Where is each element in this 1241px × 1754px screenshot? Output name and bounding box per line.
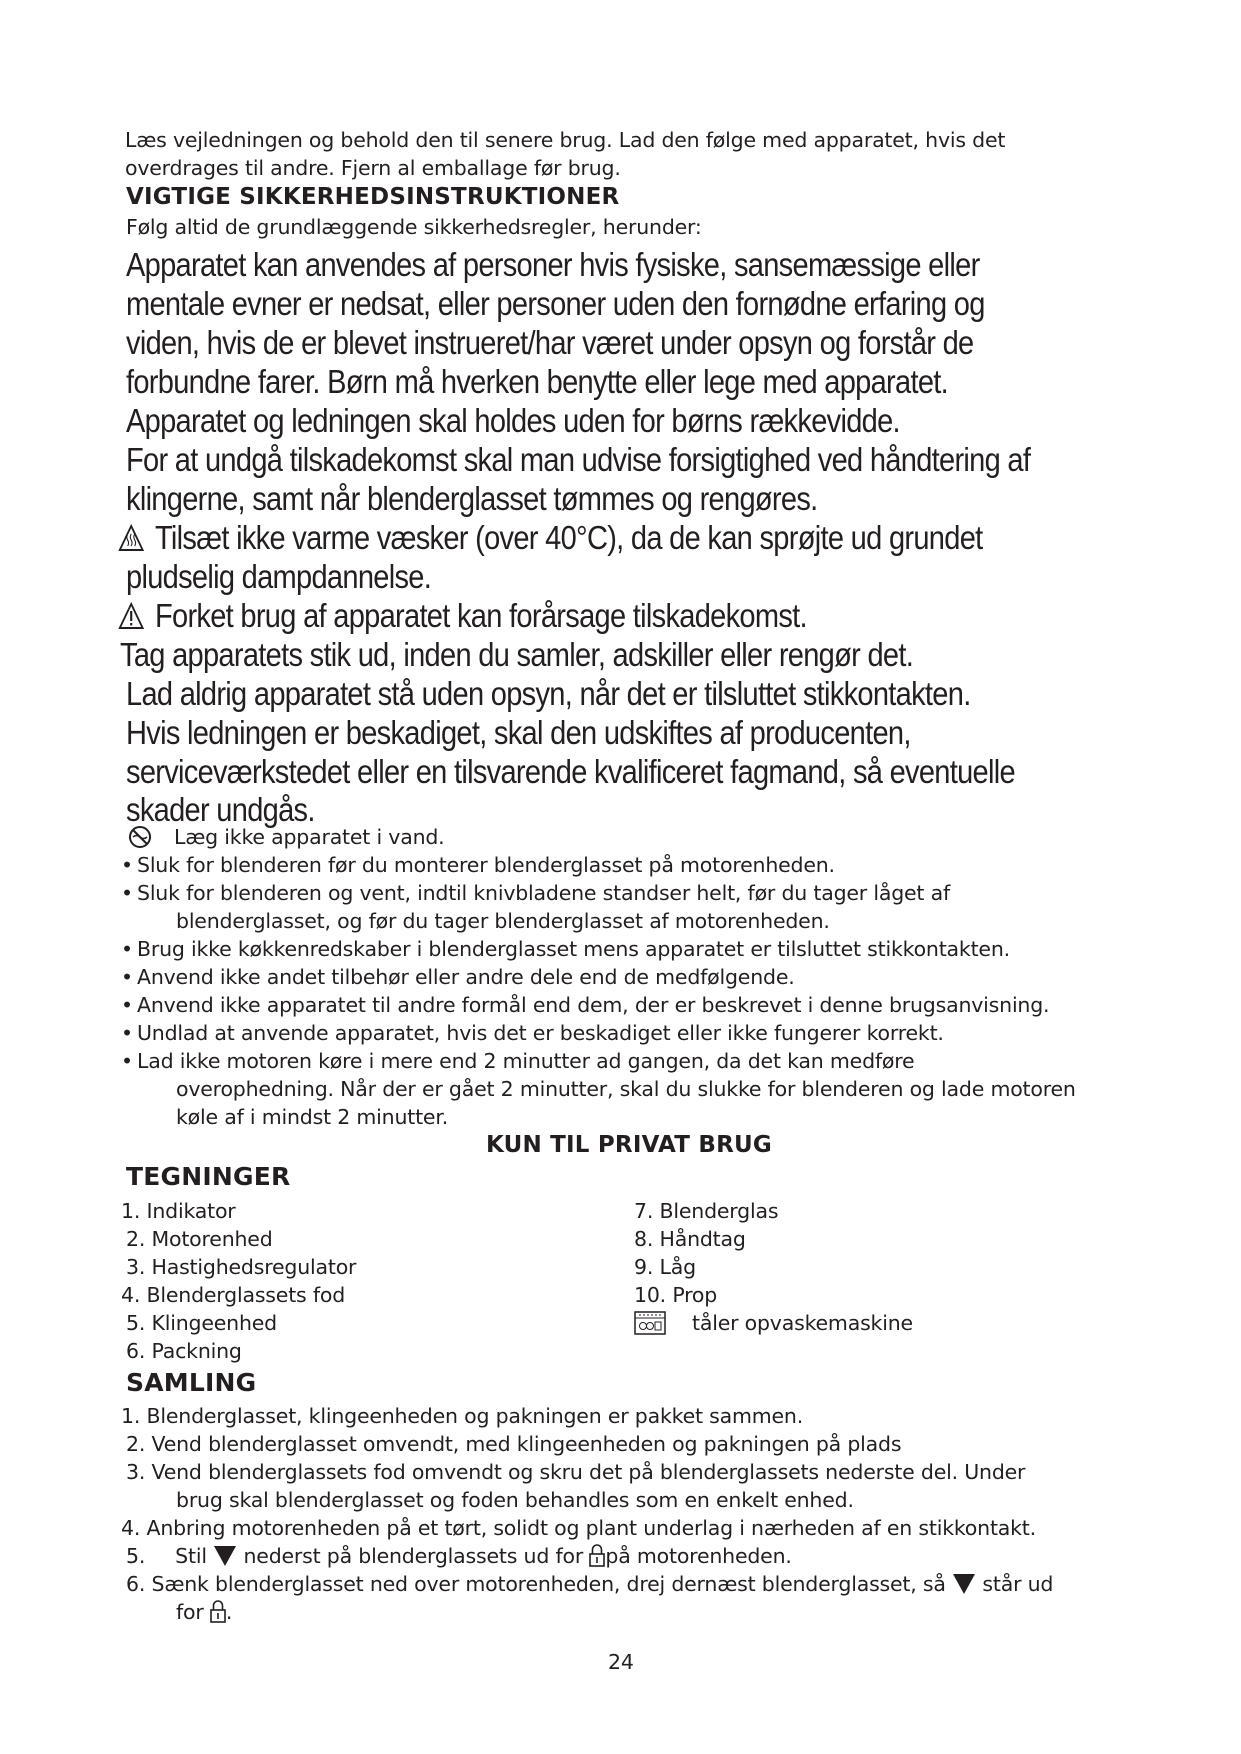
misuse-warning-text: Forket brug af apparatet kan forårsage tilskadekomst. [154,597,807,634]
assembly-step: 4. Anbring motorenheden på et tørt, solidt og plant underlag i nærheden af en stikkontakt. [121,1516,1036,1540]
dishwasher-text: tåler opvaskemaskine [692,1311,913,1335]
arrow-down-icon [952,1573,976,1602]
safety-heading: VIGTIGE SIKKERHEDSINSTRUKTIONER [126,184,620,210]
bullet-item: • Sluk for blenderen før du monterer blenderglasset på motorenheden. [121,853,835,877]
bullet-item: • Anvend ikke apparatet til andre formål end dem, der er beskrevet i denne brugsanvisning. [121,993,1050,1017]
intro-line-1: Læs vejledningen og behold den til senere brug. Lad den følge med apparatet, hvis det [125,128,1006,152]
part-item: 3. Hastighedsregulator [126,1255,357,1279]
big-line: For at undgå tilskadekomst skal man udvise forsigtighed ved håndtering af [126,441,1031,478]
lock-icon [210,1599,226,1630]
big-line: Apparatet kan anvendes af personer hvis fysiske, sansemæssige eller [126,246,980,283]
part-item: 10. Prop [634,1283,718,1307]
warning-triangle-icon [118,599,144,638]
big-line: serviceværkstedet eller en tilsvarende kvalificeret fagmand, så eventuelle [126,753,1015,790]
part-item: 4. Blenderglassets fod [121,1283,346,1307]
assembly-step-continuation: for . [176,1598,232,1630]
part-item: 8. Håndtag [634,1227,746,1251]
assembly-step: 3. Vend blenderglassets fod omvendt og skru det på blenderglassets nederste del. Under [126,1460,1026,1484]
assembly-step-continuation: brug skal blenderglasset og foden behandles som en enkelt enhed. [176,1488,854,1512]
part-item: 5. Klingeenhed [126,1311,277,1335]
part-item: 1. Indikator [121,1199,236,1223]
no-water-text: Læg ikke apparatet i vand. [174,825,445,849]
big-line: Tag apparatets stik ud, inden du samler, adskiller eller rengør det. [120,636,914,673]
big-line: viden, hvis de er blevet instrueret/har været under opsyn og forstår de [126,324,974,361]
bullet-item: • Anvend ikke andet tilbehør eller andre dele end de medfølgende. [121,965,795,989]
part-item: 6. Packning [126,1339,242,1363]
bullet-item: • Brug ikke køkkenredskaber i blenderglasset mens apparatet er tilsluttet stikkontakten. [121,937,1010,961]
bullet-item: • Lad ikke motoren køre i mere end 2 minutter ad gangen, da det kan medføre [121,1049,915,1073]
part-item: 7. Blenderglas [634,1199,779,1223]
bullet-continuation: blenderglasset, og før du tager blenderglasset af motorenheden. [176,909,830,933]
big-line: mentale evner er nedsat, eller personer uden den fornødne erfaring og [126,285,985,322]
big-line: Lad aldrig apparatet stå uden opsyn, når det er tilsluttet stikkontakten. [126,675,971,712]
big-line: forbundne farer. Børn må hverken benytte eller lege med apparatet. [126,363,949,400]
dishwasher-icon [634,1311,666,1342]
misuse-warning [118,596,807,638]
hot-warning-text: Tilsæt ikke varme væsker (over 40°C), da de kan sprøjte ud grundet [154,519,983,556]
bullet-continuation: overophedning. Når der er gået 2 minutter, skal du slukke for blenderen og lade motoren [176,1077,1076,1101]
bullet-item: • Undlad at anvende apparatet, hvis det er beskadiget eller ikke fungerer korrekt. [121,1021,944,1045]
bullet-item: • Sluk for blenderen og vent, indtil knivbladene standser helt, før du tager låget af [121,881,950,905]
big-line: skader undgås. [126,791,315,828]
big-line: klingerne, samt når blenderglasset tømmes og rengøres. [126,480,818,517]
part-item: 9. Låg [634,1255,696,1279]
assembly-step: 6. Sænk blenderglasset ned over motorenheden, drej dernæst blenderglasset, så står ud [126,1570,1053,1602]
assembly-step: 2. Vend blenderglasset omvendt, med klingeenheden og pakningen på plads [126,1432,902,1456]
private-use-heading: KUN TIL PRIVAT BRUG [486,1132,772,1158]
big-line: Apparatet og ledningen skal holdes uden for børns rækkevidde. [126,402,900,439]
hot-warning-cont: pludselig dampdannelse. [126,558,432,595]
safety-subheading: Følg altid de grundlæggende sikkerhedsregler, herunder: [126,215,702,239]
assembly-step: 5. Stil nederst på blenderglassets ud for på motorenheden. [126,1542,792,1574]
page-number: 24 [608,1650,634,1674]
dishwasher-line [634,1309,913,1342]
bullet-continuation: køle af i mindst 2 minutter. [176,1105,449,1129]
assembly-step: 1. Blenderglasset, klingeenheden og pakningen er pakket sammen. [121,1404,804,1428]
drawings-heading: TEGNINGER [126,1162,291,1191]
part-item: 2. Motorenhed [126,1227,273,1251]
intro-line-2: overdrages til andre. Fjern al emballage før brug. [125,156,621,180]
big-line: Hvis ledningen er beskadiget, skal den udskiftes af producenten, [126,714,911,751]
hot-surface-warning-icon [118,521,144,560]
hot-liquid-warning [118,518,983,560]
assembly-heading: SAMLING [126,1368,257,1397]
